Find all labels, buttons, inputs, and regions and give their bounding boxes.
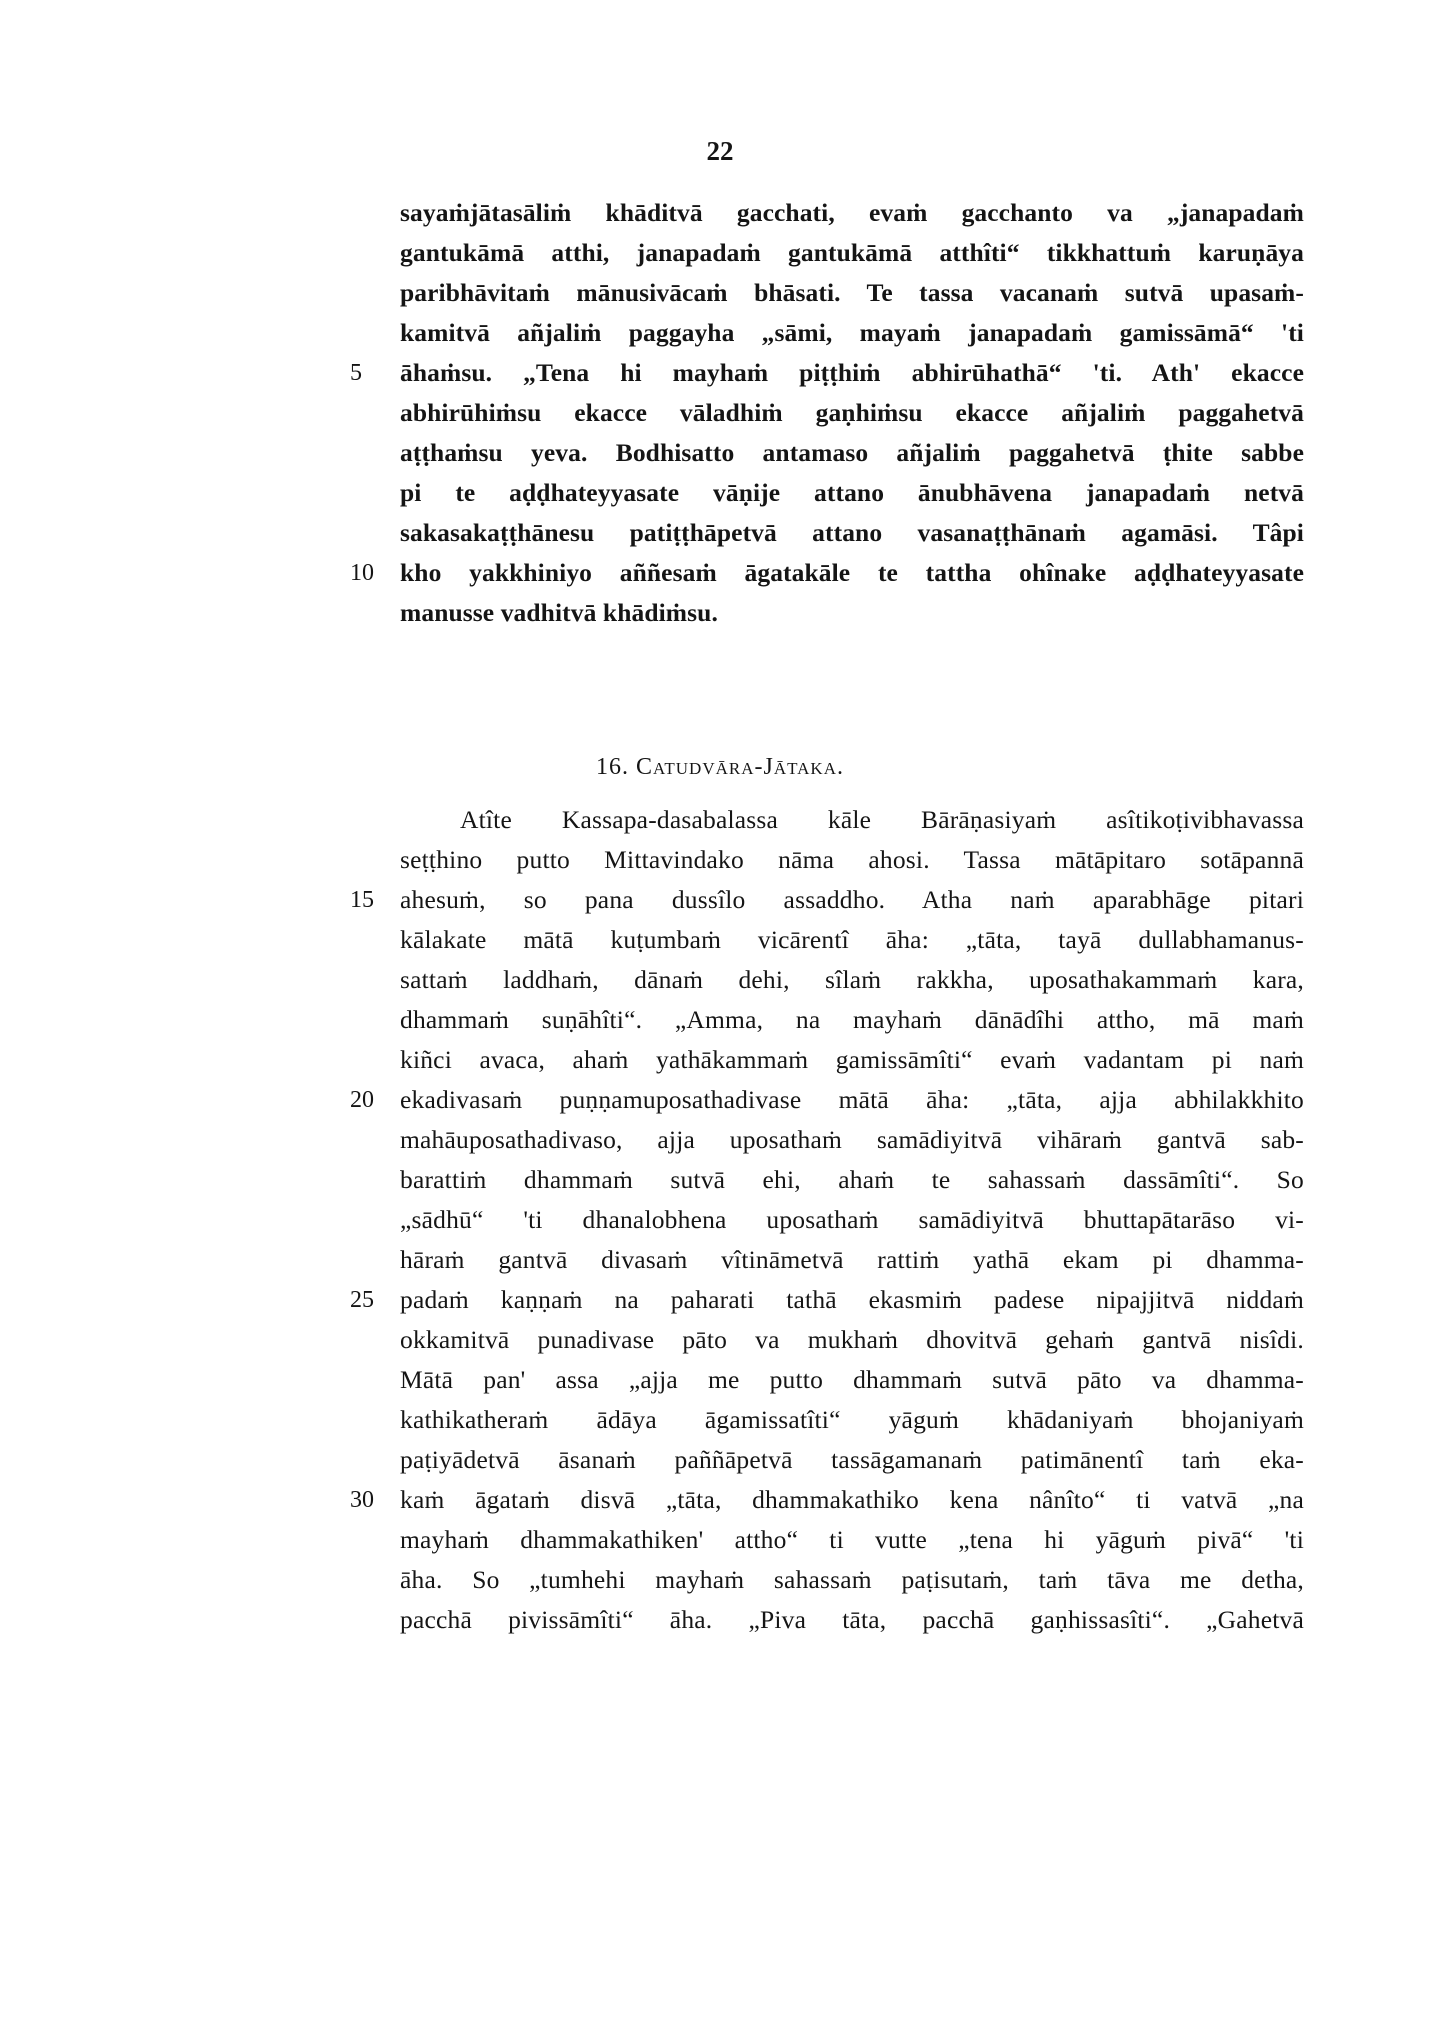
text-line: gantukāmā atthi, janapadaṁ gantukāmā atthîti“ tikkhattuṁ karuṇāya	[400, 238, 1304, 267]
line-number: 15	[350, 887, 374, 913]
text-line: paribhāvitaṁ mānusivācaṁ bhāsati. Te tassa vacanaṁ sutvā upasaṁ-	[400, 278, 1304, 307]
text-line: seṭṭhino putto Mittavindako nāma ahosi. Tassa mātāpitaro sotāpannā	[400, 845, 1304, 874]
line-number: 25	[350, 1287, 374, 1313]
section-number: 16.	[596, 754, 629, 780]
text-line: manusse vadhitvā khādiṁsu.	[400, 598, 718, 627]
line-number: 20	[350, 1087, 374, 1113]
text-line: Mātā pan' assa „ajja me putto dhammaṁ sutvā pāto va dhamma-	[400, 1365, 1304, 1394]
text-line: kālakate mātā kuṭumbaṁ vicārentî āha: „tāta, tayā dullabhamanus-	[400, 925, 1304, 954]
text-line: kamitvā añjaliṁ paggayha „sāmi, mayaṁ janapadaṁ gamissāmā“ 'ti	[400, 318, 1304, 347]
text-line: dhammaṁ suṇāhîti“. „Amma, na mayhaṁ dānādîhi attho, mā maṁ	[400, 1005, 1304, 1034]
text-line: Atîte Kassapa-dasabalassa kāle Bārāṇasiyaṁ asîtikoṭivibhavassa	[460, 805, 1304, 834]
text-line: ekadivasaṁ puṇṇamuposathadivase mātā āha: „tāta, ajja abhilakkhito	[400, 1085, 1304, 1114]
text-line: mayhaṁ dhammakathiken' attho“ ti vutte „tena hi yāguṁ pivā“ 'ti	[400, 1525, 1304, 1554]
text-line: pacchā pivissāmîti“ āha. „Piva tāta, pacchā gaṇhissasîti“. „Gahetvā	[400, 1605, 1304, 1634]
section-title: Catudvāra-Jātaka.	[636, 754, 844, 780]
text-line: aṭṭhaṁsu yeva. Bodhisatto antamaso añjaliṁ paggahetvā ṭhite sabbe	[400, 438, 1304, 467]
text-line: abhirūhiṁsu ekacce vāladhiṁ gaṇhiṁsu ekacce añjaliṁ paggahetvā	[400, 398, 1304, 427]
line-number: 30	[350, 1487, 374, 1513]
line-number: 5	[350, 360, 362, 386]
text-line: āhaṁsu. „Tena hi mayhaṁ piṭṭhiṁ abhirūhathā“ 'ti. Ath' ekacce	[400, 358, 1304, 387]
text-line: sattaṁ laddhaṁ, dānaṁ dehi, sîlaṁ rakkha, uposathakammaṁ kara,	[400, 965, 1304, 994]
text-line: padaṁ kaṇṇaṁ na paharati tathā ekasmiṁ padese nipajjitvā niddaṁ	[400, 1285, 1304, 1314]
text-line: „sādhū“ 'ti dhanalobhena uposathaṁ samādiyitvā bhuttapātarāso vi-	[400, 1205, 1304, 1234]
text-line: mahāuposathadivaso, ajja uposathaṁ samādiyitvā vihāraṁ gantvā sab-	[400, 1125, 1304, 1154]
text-line: kho yakkhiniyo aññesaṁ āgatakāle te tattha ohînake aḍḍhateyyasate	[400, 558, 1304, 587]
text-line: hāraṁ gantvā divasaṁ vîtināmetvā rattiṁ yathā ekam pi dhamma-	[400, 1245, 1304, 1274]
text-line: āha. So „tumhehi mayhaṁ sahassaṁ paṭisutaṁ, taṁ tāva me detha,	[400, 1565, 1304, 1594]
text-line: kiñci avaca, ahaṁ yathākammaṁ gamissāmîti“ evaṁ vadantam pi naṁ	[400, 1045, 1304, 1074]
text-line: okkamitvā punadivase pāto va mukhaṁ dhovitvā gehaṁ gantvā nisîdi.	[400, 1325, 1304, 1354]
text-line: kathikatheraṁ ādāya āgamissatîti“ yāguṁ khādaniyaṁ bhojaniyaṁ	[400, 1405, 1304, 1434]
text-line: ahesuṁ, so pana dussîlo assaddho. Atha naṁ aparabhāge pitari	[400, 885, 1304, 914]
text-line: kaṁ āgataṁ disvā „tāta, dhammakathiko kena nânîto“ ti vatvā „na	[400, 1485, 1304, 1514]
text-line: sakasakaṭṭhānesu patiṭṭhāpetvā attano vasanaṭṭhānaṁ agamāsi. Tâpi	[400, 518, 1304, 547]
page-number: 22	[706, 136, 734, 166]
text-line: paṭiyādetvā āsanaṁ paññāpetvā tassāgamanaṁ patimānentî taṁ eka-	[400, 1445, 1304, 1474]
text-line: sayaṁjātasāliṁ khāditvā gacchati, evaṁ gacchanto va „janapadaṁ	[400, 198, 1304, 227]
text-line: pi te aḍḍhateyyasate vāṇije attano ānubhāvena janapadaṁ netvā	[400, 478, 1304, 507]
line-number: 10	[350, 560, 374, 586]
section-heading	[0, 747, 1440, 787]
text-line: barattiṁ dhammaṁ sutvā ehi, ahaṁ te sahassaṁ dassāmîti“. So	[400, 1165, 1304, 1194]
